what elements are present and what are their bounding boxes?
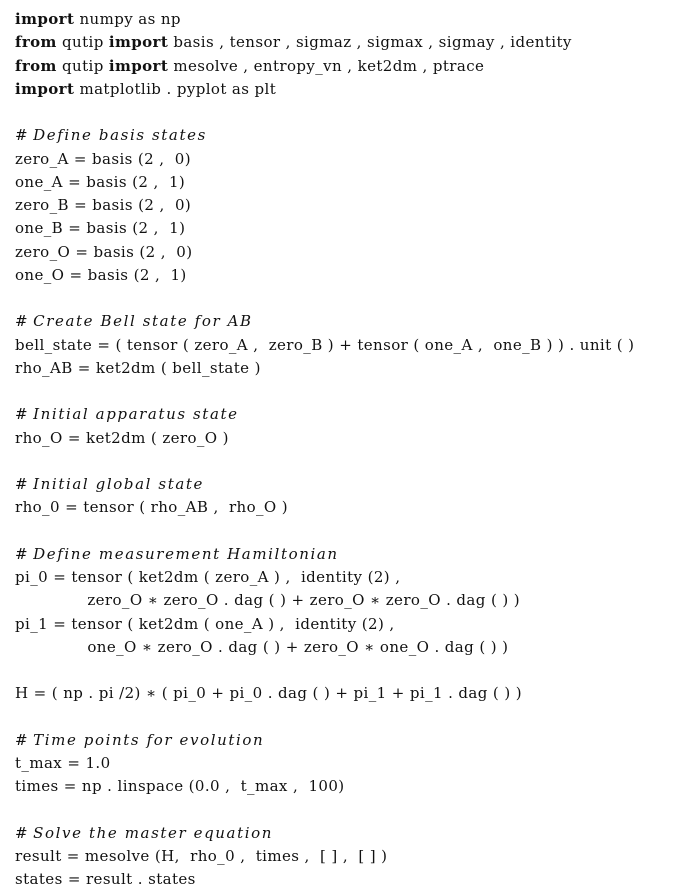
code-text: H = ( np . pi /2) ∗ ( pi_0 + pi_0 . dag ( ) + pi_1 + pi_1 . dag ( ) )	[15, 684, 523, 703]
blank-line	[15, 520, 683, 543]
code-line	[15, 822, 683, 845]
code-line	[15, 845, 683, 868]
code-comment: Initial global state	[33, 475, 204, 493]
code-text: one_O ∗ zero_O . dag ( ) + zero_O ∗ one_O . dag ( ) )	[15, 637, 509, 656]
code-keyword: from	[15, 33, 57, 52]
code-comment: Define basis states	[33, 126, 207, 145]
code-text: #	[15, 823, 34, 842]
code-text: zero_B = basis (2 , 0)	[15, 196, 192, 214]
code-text: states = result . states	[15, 870, 196, 889]
code-text: times = np . linspace (0.0 , t_max , 100)	[15, 777, 345, 796]
code-text: qutip	[56, 56, 109, 75]
code-line	[15, 171, 683, 194]
code-text: #	[15, 405, 34, 424]
code-comment: Solve the master equation	[33, 823, 274, 842]
code-keyword: import	[108, 56, 169, 75]
code-text: matplotlib . pyplot as plt	[74, 79, 277, 98]
code-line	[15, 543, 683, 566]
code-text: zero_A = basis (2 , 0)	[15, 149, 191, 168]
code-text: #	[15, 730, 34, 749]
code-text: pi_0 = tensor ( ket2dm ( zero_A ) , identity (2) ,	[15, 568, 401, 586]
code-text: zero_O ∗ zero_O . dag ( ) + zero_O ∗ zero_O . dag ( ) )	[15, 591, 521, 610]
code-line	[15, 403, 683, 426]
code-text: result = mesolve (H, rho_0 , times , [ ] , [ ] )	[15, 847, 388, 865]
code-keyword: import	[108, 33, 169, 52]
code-text: #	[15, 544, 34, 563]
code-comment: Initial apparatus state	[33, 405, 239, 424]
code-line	[15, 148, 683, 171]
code-text: zero_O = basis (2 , 0)	[15, 242, 193, 261]
code-text: basis , tensor , sigmaz , sigmax , sigmay , identity	[168, 33, 572, 52]
code-line	[15, 241, 683, 264]
code-comment: Time points for evolution	[33, 730, 265, 749]
code-text: mesolve , entropy_vn , ket2dm , ptrace	[168, 56, 485, 75]
blank-line	[15, 287, 683, 310]
code-listing	[15, 8, 683, 892]
code-text: one_A = basis (2 , 1)	[15, 172, 186, 191]
code-text: #	[15, 475, 34, 493]
code-comment: Create Bell state for AB	[33, 312, 253, 331]
code-comment: Define measurement Hamiltonian	[33, 544, 339, 563]
code-line	[15, 775, 683, 798]
code-text: rho_O = ket2dm ( zero_O )	[15, 428, 229, 447]
code-text: pi_1 = tensor ( ket2dm ( one_A ) , identity (2) ,	[15, 614, 395, 633]
code-line	[15, 78, 683, 101]
code-text: t_max = 1.0	[15, 754, 111, 772]
blank-line	[15, 450, 683, 473]
code-line	[15, 124, 683, 147]
code-line	[15, 55, 683, 78]
code-line	[15, 589, 683, 612]
code-line	[15, 194, 683, 217]
code-line	[15, 752, 683, 775]
blank-line	[15, 799, 683, 822]
code-line	[15, 496, 683, 519]
code-line	[15, 8, 683, 31]
code-text: one_B = basis (2 , 1)	[15, 219, 186, 238]
code-line	[15, 473, 683, 496]
code-keyword: from	[15, 56, 57, 75]
blank-line	[15, 659, 683, 682]
code-line	[15, 868, 683, 891]
code-text: rho_0 = tensor ( rho_AB , rho_O )	[15, 498, 289, 517]
code-line	[15, 427, 683, 450]
code-line	[15, 264, 683, 287]
code-text: bell_state = ( tensor ( zero_A , zero_B ) + tensor ( one_A , one_B ) ) . unit ( )	[15, 335, 635, 354]
code-line	[15, 636, 683, 659]
code-line	[15, 357, 683, 380]
code-text: rho_AB = ket2dm ( bell_state )	[15, 358, 261, 377]
blank-line	[15, 101, 683, 124]
code-line	[15, 566, 683, 589]
code-keyword: import	[15, 10, 75, 28]
code-line	[15, 613, 683, 636]
code-line	[15, 334, 683, 357]
code-keyword: import	[15, 79, 75, 98]
blank-line	[15, 706, 683, 729]
code-line	[15, 310, 683, 333]
code-line	[15, 682, 683, 705]
code-text: #	[15, 126, 34, 145]
code-line	[15, 217, 683, 240]
code-line	[15, 729, 683, 752]
blank-line	[15, 380, 683, 403]
code-text: qutip	[56, 33, 109, 52]
code-text: numpy as np	[74, 10, 181, 28]
code-text: one_O = basis (2 , 1)	[15, 265, 187, 284]
code-line	[15, 31, 683, 54]
code-text: #	[15, 312, 34, 331]
